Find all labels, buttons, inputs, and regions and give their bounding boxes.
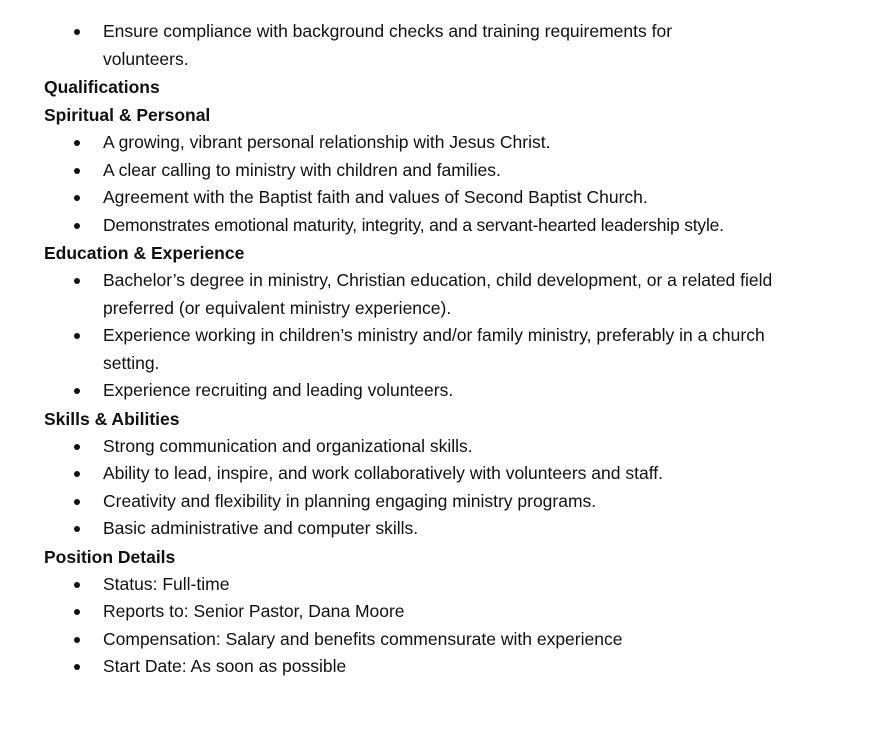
- list-item: [44, 571, 864, 599]
- skills-abilities-list: [44, 433, 864, 543]
- list-item-text: Strong communication and organizational skills.: [103, 435, 473, 456]
- list-item: [44, 157, 864, 185]
- bullet-icon: [74, 278, 80, 284]
- list-item: [44, 184, 864, 212]
- bullet-icon: [74, 609, 80, 615]
- bullet-icon: [74, 526, 80, 532]
- list-item-text: Demonstrates emotional maturity, integrity, and a servant-hearted leadership style.: [103, 214, 724, 235]
- bullet-icon: [74, 388, 80, 394]
- bullet-icon: [74, 333, 80, 339]
- list-item-text: Compensation: Salary and benefits commensurate with experience: [103, 628, 623, 649]
- list-item: [44, 377, 864, 405]
- education-experience-heading: Education & Experience: [44, 243, 245, 263]
- list-item-text: Reports to: Senior Pastor, Dana Moore: [103, 601, 405, 621]
- list-item-text: Creativity and flexibility in planning engaging ministry programs.: [103, 490, 597, 511]
- list-item-text: Start Date: As soon as possible: [103, 656, 347, 676]
- position-details-heading: Position Details: [44, 546, 176, 567]
- list-item: [44, 515, 864, 543]
- spiritual-personal-list: [44, 129, 864, 239]
- list-item: [44, 267, 864, 322]
- education-experience-list: [44, 267, 864, 405]
- list-item: [44, 212, 864, 240]
- list-item-text: Bachelor’s degree in ministry, Christian education, child development, or a related field preferred (or equivalent ministry experience).: [103, 270, 773, 318]
- bullet-icon: [74, 29, 80, 35]
- list-item-text: A clear calling to ministry with children and families.: [103, 159, 501, 180]
- list-item: [44, 598, 864, 626]
- bullet-icon: [74, 444, 80, 450]
- bullet-icon: [74, 471, 80, 477]
- skills-abilities-heading: Skills & Abilities: [44, 408, 180, 429]
- position-details-list: [44, 571, 864, 681]
- list-item: [44, 129, 864, 157]
- bullet-icon: [74, 582, 80, 588]
- list-item-text: A growing, vibrant personal relationship with Jesus Christ.: [103, 132, 551, 152]
- list-item-text: Experience recruiting and leading volunteers.: [103, 380, 454, 400]
- list-item-text: Ensure compliance with background checks and training requirements for volunteers.: [103, 21, 673, 69]
- list-item: [44, 488, 864, 516]
- list-item-text: Status: Full-time: [103, 573, 230, 594]
- list-item: [44, 460, 864, 488]
- list-item-text: Ability to lead, inspire, and work collaboratively with volunteers and staff.: [103, 463, 663, 483]
- bullet-icon: [74, 499, 80, 505]
- bullet-icon: [74, 195, 80, 201]
- bullet-icon: [74, 140, 80, 146]
- bullet-icon: [74, 664, 80, 670]
- intro-list: [44, 18, 864, 73]
- list-item: [44, 433, 864, 461]
- qualifications-heading: Qualifications: [44, 77, 160, 97]
- bullet-icon: [74, 168, 80, 174]
- list-item-text: Experience working in children’s ministry and/or family ministry, preferably in a church setting.: [103, 325, 765, 373]
- document-body: [44, 18, 864, 681]
- bullet-icon: [74, 223, 80, 229]
- spiritual-personal-heading: Spiritual & Personal: [44, 105, 211, 125]
- list-item-text: Agreement with the Baptist faith and values of Second Baptist Church.: [103, 187, 648, 207]
- list-item: [44, 626, 864, 654]
- list-item: [44, 18, 864, 73]
- list-item: [44, 322, 864, 377]
- list-item-text: Basic administrative and computer skills.: [103, 518, 419, 538]
- bullet-icon: [74, 637, 80, 643]
- list-item: [44, 653, 864, 681]
